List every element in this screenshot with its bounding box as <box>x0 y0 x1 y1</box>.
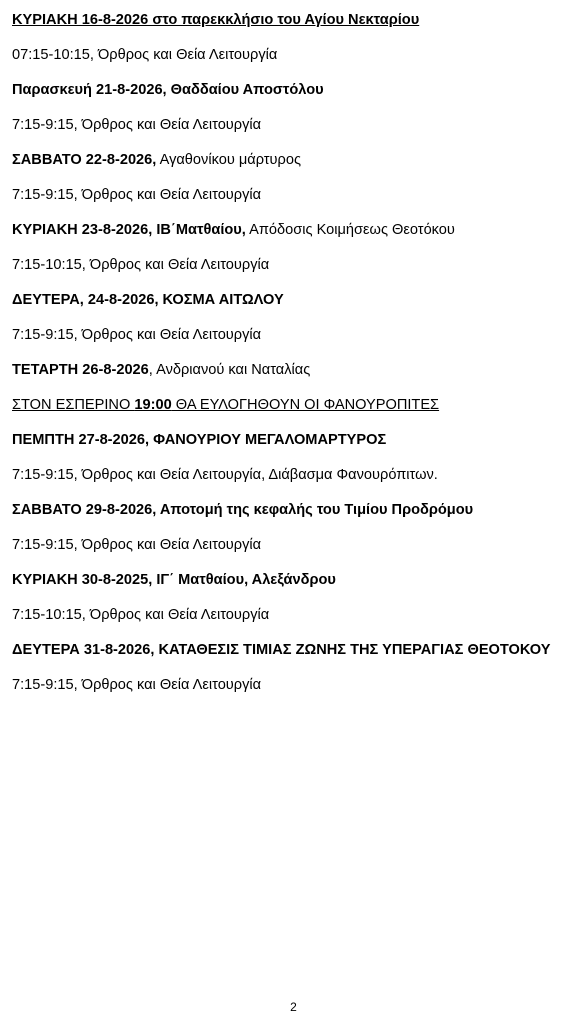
entry-service: 07:15-10:15, Όρθρος και Θεία Λειτουργία <box>12 47 278 63</box>
entry-title: ΚΥΡΙΑΚΗ 16-8-2026 στο παρεκκλήσιο του Αγίου Νεκταρίου <box>12 12 420 28</box>
page-number: 2 <box>290 1000 297 1014</box>
entry-title: ΠΕΜΠΤΗ 27-8-2026, ΦΑΝΟΥΡΙΟΥ ΜΕΓΑΛΟΜΑΡΤΥΡΟΣ <box>12 432 387 448</box>
entry-title <box>12 361 584 379</box>
entry-service: 7:15-9:15, Όρθρος και Θεία Λειτουργία <box>12 117 262 133</box>
entry-title-rest: Απόδοσις Κοιμήσεως Θεοτόκου <box>245 222 455 238</box>
entry-title <box>12 221 584 239</box>
entry-service: 7:15-10:15, Όρθρος και Θεία Λειτουργία <box>12 257 270 273</box>
entry-service: 7:15-9:15, Όρθρος και Θεία Λειτουργία <box>12 187 262 203</box>
entry-title-bold: ΤΕΤΑΡΤΗ 26-8-2026 <box>12 362 149 378</box>
notice-pre: ΣΤΟΝ ΕΣΠΕΡΙΝΟ <box>12 397 135 413</box>
entry-title-bold: ΚΥΡΙΑΚΗ 23-8-2026, ΙΒ΄Ματθαίου, <box>12 222 246 238</box>
entry-title-rest: , Ανδριανού και Ναταλίας <box>148 362 311 378</box>
notice-post: ΘΑ ΕΥΛΟΓΗΘΟΥΝ ΟΙ ΦΑΝΟΥΡΟΠΙΤΕΣ <box>171 397 440 413</box>
entry-title: ΔΕΥΤΕΡΑ 31-8-2026, ΚΑΤΑΘΕΣΙΣ ΤΙΜΙΑΣ ΖΩΝΗΣ ΤΗΣ ΥΠΕΡΑΓΙΑΣ ΘΕΟΤΟΚΟΥ <box>12 642 551 658</box>
entry-title <box>12 151 584 169</box>
entry-service: 7:15-9:15, Όρθρος και Θεία Λειτουργία, Διάβασμα Φανουρόπιτων. <box>12 467 438 483</box>
notice-time: 19:00 <box>134 397 172 413</box>
vespers-notice <box>12 396 584 414</box>
entry-service: 7:15-10:15, Όρθρος και Θεία Λειτουργία <box>12 607 270 623</box>
entry-service: 7:15-9:15, Όρθρος και Θεία Λειτουργία <box>12 537 262 553</box>
entry-title-rest: Αγαθονίκου μάρτυρος <box>156 152 301 168</box>
entry-service: 7:15-9:15, Όρθρος και Θεία Λειτουργία <box>12 327 262 343</box>
entry-title: ΚΥΡΙΑΚΗ 30-8-2025, ΙΓ΄ Ματθαίου, Αλεξάνδρου <box>12 572 336 588</box>
entry-title: ΔΕΥΤΕΡΑ, 24-8-2026, ΚΟΣΜΑ ΑΙΤΩΛΟΥ <box>12 292 284 308</box>
entry-title-bold: ΣΑΒΒΑΤΟ 22-8-2026, <box>12 152 157 168</box>
entry-service: 7:15-9:15, Όρθρος και Θεία Λειτουργία <box>12 677 262 693</box>
entry-title: ΣΑΒΒΑΤΟ 29-8-2026, Αποτομή της κεφαλής του Τιμίου Προδρόμου <box>12 502 474 518</box>
entry-title: Παρασκευή 21-8-2026, Θαδδαίου Αποστόλου <box>12 82 324 98</box>
